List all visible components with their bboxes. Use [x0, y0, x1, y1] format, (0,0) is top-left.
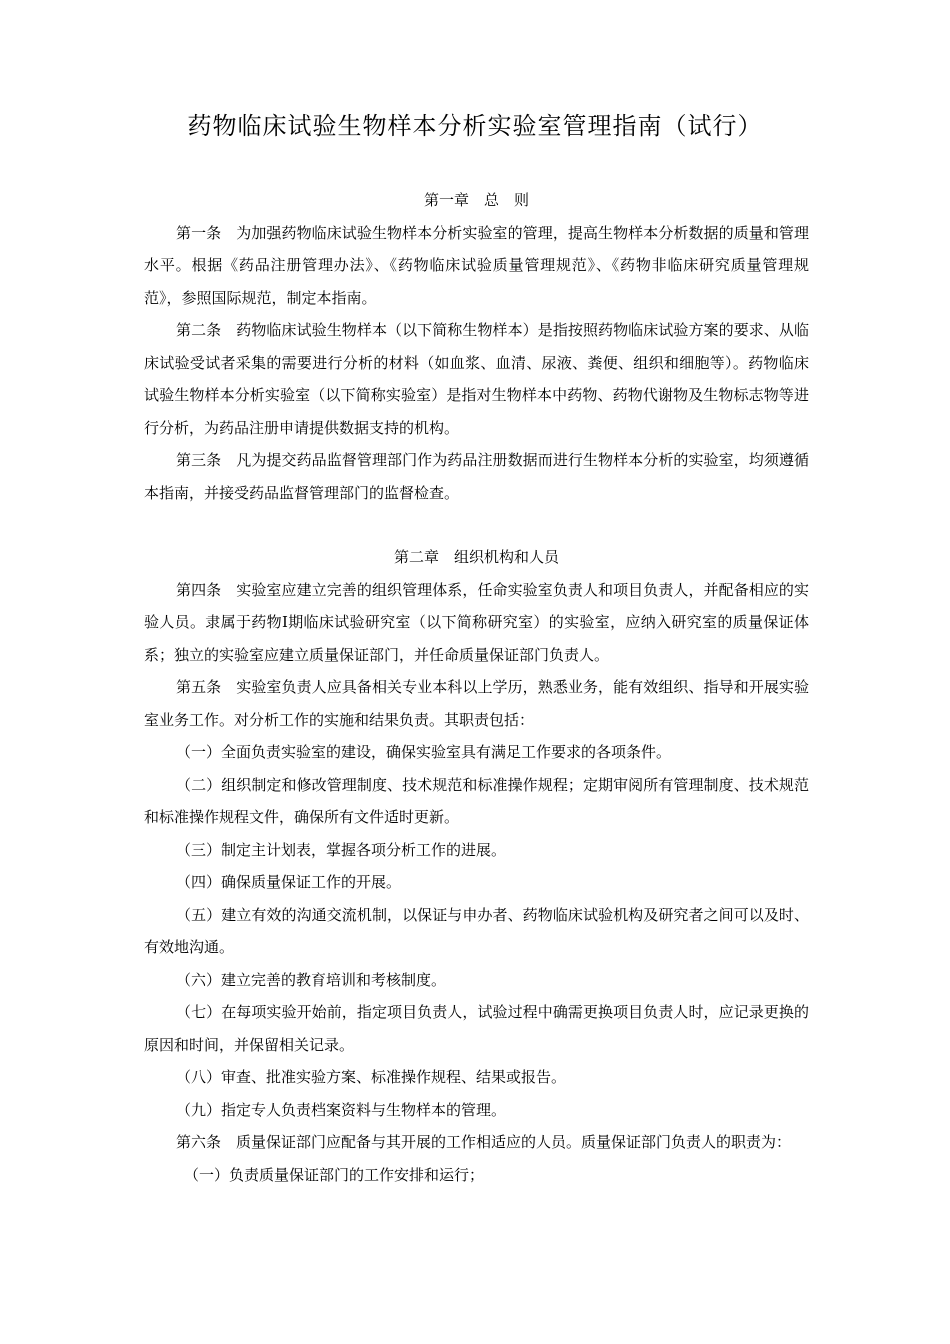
list-item: （一）负责质量保证部门的工作安排和运行；	[184, 1165, 485, 1184]
document-title: 药物临床试验生物样本分析实验室管理指南（试行）	[187, 112, 763, 140]
article-paragraph: 第二条 药物临床试验生物样本（以下简称生物样本）是指按照药物临床试验方案的要求、从临床试验受试者采集的需要进行分析的材料（如血浆、血清、尿液、粪便、组织和细胞等）。药物临床试验生物样本分析实验室（以下简称实验室）是指对生物样本中药物、药物代谢物及生物标志物等进行分析，为药品注册申请提供数据支持的机构。	[144, 321, 809, 437]
list-item: （七）在每项实验开始前，指定项目负责人，试验过程中确需更换项目负责人时，应记录更换的原因和时间，并保留相关记录。	[144, 1003, 809, 1054]
article-paragraph: 第四条 实验室应建立完善的组织管理体系，任命实验室负责人和项目负责人，并配备相应的实验人员。隶属于药物Ⅰ期临床试验研究室（以下简称研究室）的实验室，应纳入研究室的质量保证体系；独立的实验室应建立质量保证部门，并任命质量保证部门负责人。	[144, 580, 809, 664]
list-item: （五）建立有效的沟通交流机制，以保证与申办者、药物临床试验机构及研究者之间可以及时、有效地沟通。	[144, 905, 809, 956]
chapter-heading: 第一章 总 则	[423, 191, 529, 209]
list-item: （九）指定专人负责档案资料与生物样本的管理。	[176, 1100, 507, 1119]
list-item: （一）全面负责实验室的建设，确保实验室具有满足工作要求的各项条件。	[176, 743, 672, 761]
article-paragraph: 第五条 实验室负责人应具备相关专业本科以上学历，熟悉业务，能有效组织、指导和开展实验室业务工作。对分析工作的实施和结果负责。其职责包括：	[144, 678, 809, 729]
list-item: （二）组织制定和修改管理制度、技术规范和标准操作规程；定期审阅所有管理制度、技术规范和标准操作规程文件，确保所有文件适时更新。	[144, 775, 809, 826]
list-item: （八）审查、批准实验方案、标准操作规程、结果或报告。	[176, 1068, 567, 1086]
chapter-heading: 第二章 组织机构和人员	[393, 548, 559, 566]
document-body	[144, 184, 809, 1191]
list-item: （四）确保质量保证工作的开展。	[176, 873, 402, 891]
article-paragraph: 第三条 凡为提交药品监督管理部门作为药品注册数据而进行生物样本分析的实验室，均须遵循本指南，并接受药品监督管理部门的监督检查。	[144, 451, 809, 502]
article-paragraph: 第六条 质量保证部门应配备与其开展的工作相适应的人员。质量保证部门负责人的职责为：	[176, 1133, 792, 1151]
list-item: （三）制定主计划表，掌握各项分析工作的进展。	[176, 840, 507, 859]
list-item: （六）建立完善的教育培训和考核制度。	[176, 970, 447, 989]
article-paragraph: 第一条 为加强药物临床试验生物样本分析实验室的管理，提高生物样本分析数据的质量和管理水平。根据《药品注册管理办法》、《药物临床试验质量管理规范》、《药物非临床研究质量管理规范》，参照国际规范，制定本指南。	[144, 223, 809, 307]
